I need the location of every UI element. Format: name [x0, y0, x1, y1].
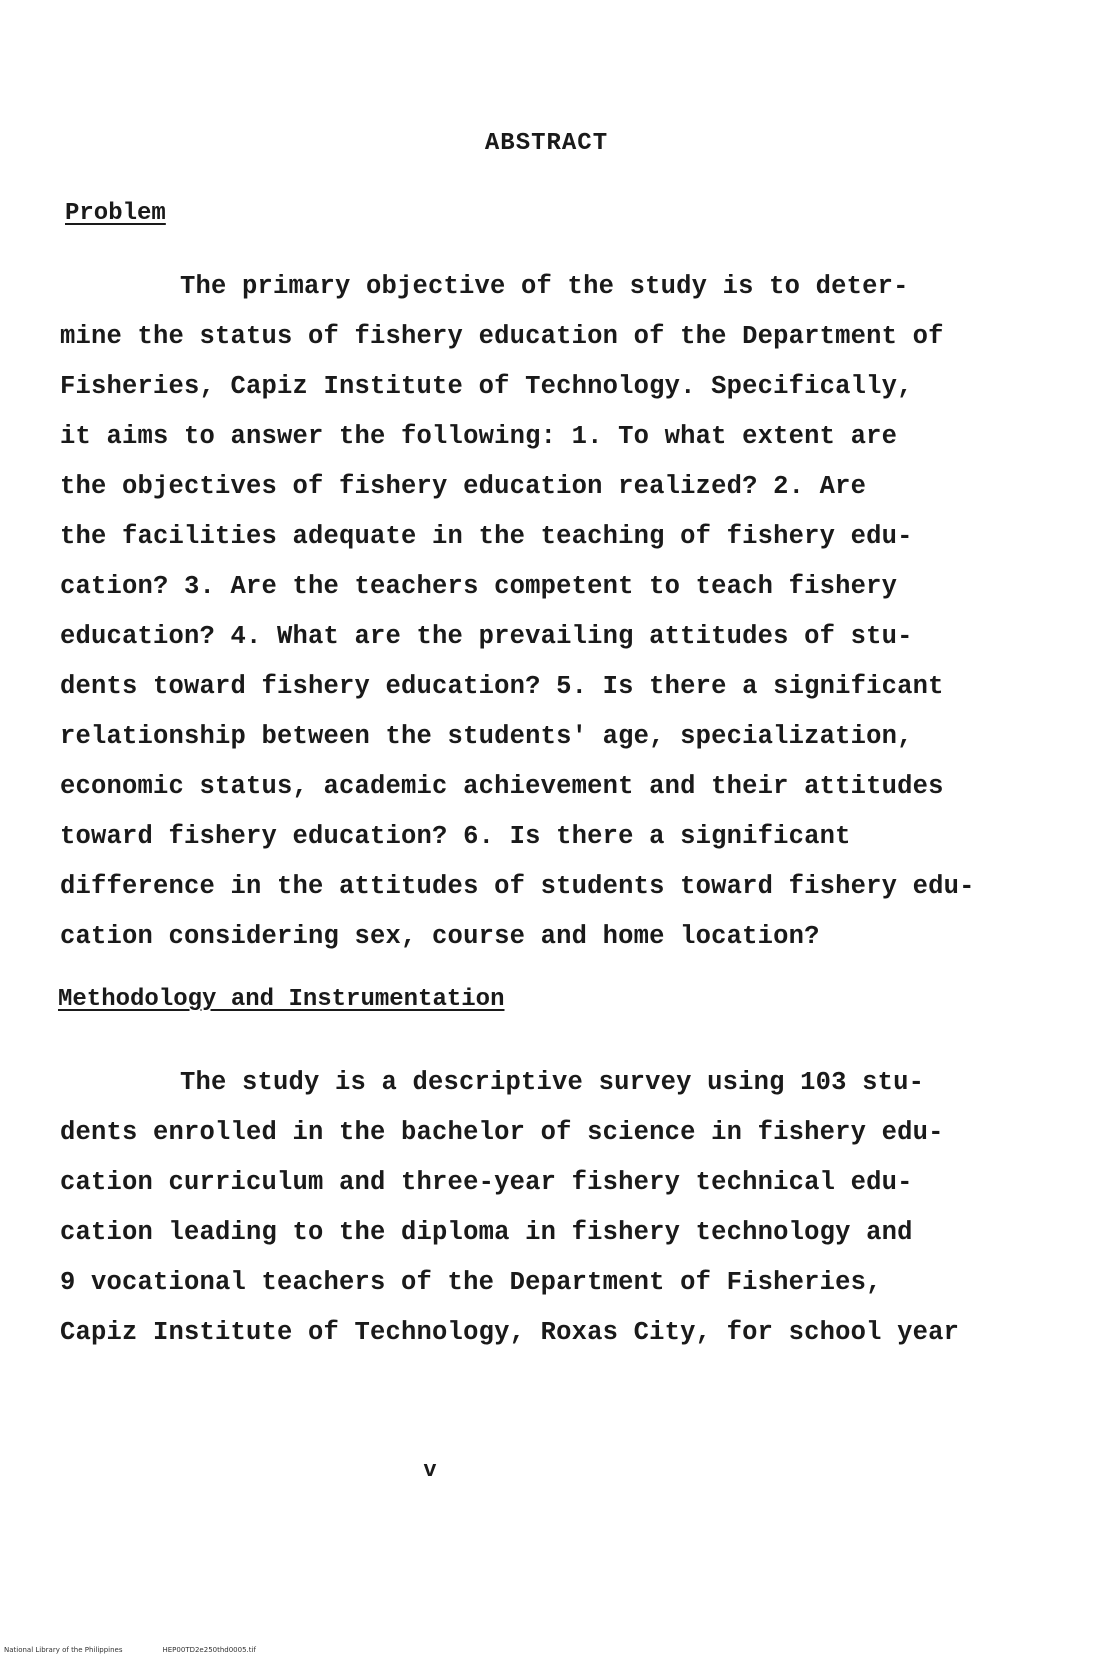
text-line: the facilities adequate in the teaching of fishery edu-: [60, 522, 913, 551]
text-line: mine the status of fishery education of the Department of: [60, 322, 944, 351]
text-line: 9 vocational teachers of the Department of Fisheries,: [60, 1268, 882, 1297]
text-line: cation curriculum and three-year fishery technical edu-: [60, 1168, 913, 1197]
text-line: the objectives of fishery education realized? 2. Are: [60, 472, 867, 501]
text-line: it aims to answer the following: 1. To what extent are: [60, 422, 898, 451]
methodology-paragraph: [60, 1058, 1040, 1358]
text-line: The study is a descriptive survey using 103 stu-: [180, 1068, 925, 1097]
text-line: The primary objective of the study is to deter-: [180, 272, 909, 301]
text-line: education? 4. What are the prevailing attitudes of stu-: [60, 622, 913, 651]
section-heading-methodology: Methodology and Instrumentation: [58, 986, 505, 1013]
footer-library: National Library of the Philippines: [4, 1646, 123, 1654]
problem-paragraph: [60, 262, 1040, 962]
page-title: ABSTRACT: [484, 130, 609, 157]
text-line: cation considering sex, course and home location?: [60, 922, 820, 951]
text-line: dents toward fishery education? 5. Is there a significant: [60, 672, 944, 701]
text-line: cation? 3. Are the teachers competent to teach fishery: [60, 572, 898, 601]
text-line: Capiz Institute of Technology, Roxas City, for school year: [60, 1318, 960, 1347]
section-heading-problem: Problem: [65, 200, 166, 227]
text-line: dents enrolled in the bachelor of science in fishery edu-: [60, 1118, 944, 1147]
page-number: v: [423, 1458, 437, 1483]
text-line: economic status, academic achievement and their attitudes: [60, 772, 944, 801]
text-line: relationship between the students' age, specialization,: [60, 722, 913, 751]
text-line: difference in the attitudes of students toward fishery edu-: [60, 872, 975, 901]
text-line: cation leading to the diploma in fishery technology and: [60, 1218, 913, 1247]
scan-footer: [4, 1646, 256, 1654]
footer-file-id: HEP00TD2e250thd0005.tif: [162, 1646, 256, 1654]
text-line: Fisheries, Capiz Institute of Technology. Specifically,: [60, 372, 913, 401]
text-line: toward fishery education? 6. Is there a significant: [60, 822, 851, 851]
